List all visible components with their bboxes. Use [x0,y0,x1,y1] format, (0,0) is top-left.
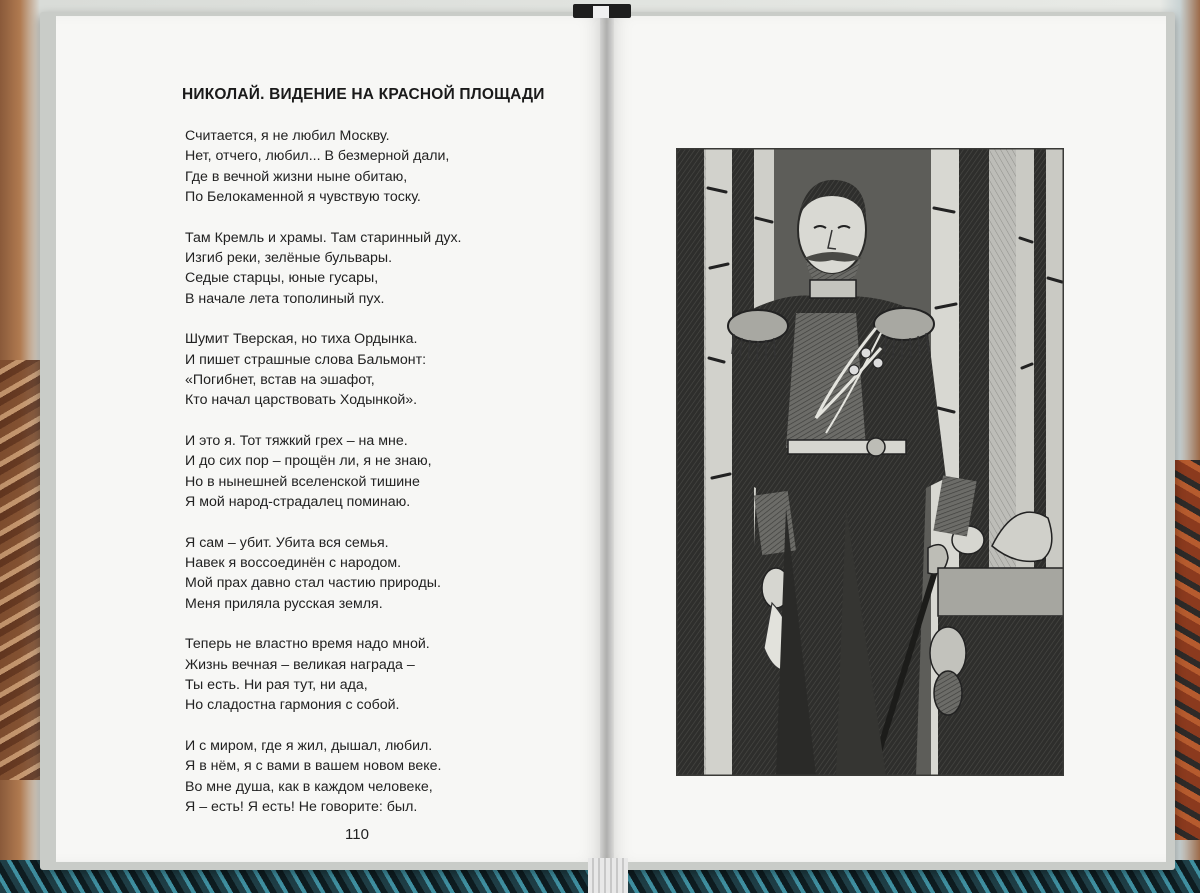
stanza [185,431,585,512]
poem-line: Где в вечной жизни ныне обитаю, [185,168,408,185]
stanza [185,228,585,309]
poem-line: Я мой народ-страдалец поминаю. [185,493,411,510]
poem-line: Но сладостна гармония с собой. [185,697,400,714]
poem-line: Мой прах давно стал частию природы. [185,575,441,592]
poem-line: Я в нём, я с вами в вашем новом веке. [185,758,442,775]
stanza [185,736,585,817]
poem-line: Жизнь вечная – великая награда – [185,656,415,673]
stanza [185,126,585,207]
stanza [185,634,585,715]
poem-line: И с миром, где я жил, дышал, любил. [185,738,433,755]
poem-line: И это я. Тот тяжкий грех – на мне. [185,433,408,450]
poem-line: И до сих пор – прощён ли, я не знаю, [185,453,432,470]
poem-line: Теперь не властно время надо мной. [185,636,430,653]
poem-line: И пишет страшные слова Бальмонт: [185,351,427,368]
poem-line: Во мне душа, как в каждом человеке, [185,778,433,795]
stanza [185,533,585,614]
poem-body [185,126,585,838]
poem-line: Там Кремль и храмы. Там старинный дух. [185,229,462,246]
poem-line: Я – есть! Я есть! Не говорите: был. [185,799,418,816]
poem-title: НИКОЛАЙ. ВИДЕНИЕ НА КРАСНОЙ ПЛОЩАДИ [182,86,545,103]
poem-line: Шумит Тверская, но тиха Ордынка. [185,331,418,348]
page-number: 110 [345,826,369,843]
poem-line: «Погибнет, встав на эшафот, [185,371,375,388]
poem-line: Я сам – убит. Убита вся семья. [185,534,389,551]
poem-line: Навек я воссоединён с народом. [185,555,402,572]
poem-line: В начале лета тополиный пух. [185,290,385,307]
poem-line: Меня приляла русская земля. [185,595,383,612]
poem-line: Считается, я не любил Москву. [185,128,390,144]
stanza [185,329,585,410]
portrait-sketch [676,148,1064,776]
poem-line: Изгиб реки, зелёные бульвары. [185,249,393,266]
poem-line: Ты есть. Ни рая тут, ни ада, [185,677,368,694]
bookmark-ribbon-top [573,4,631,18]
poem-line: Нет, отчего, любил... В безмерной дали, [185,148,450,165]
poem-line: По Белокаменной я чувствую тоску. [185,188,421,205]
portrait-illustration [676,148,1064,776]
poem-line: Седые старцы, юные гусары, [185,270,379,287]
poem-line: Но в нынешней вселенской тишине [185,473,420,490]
book-gutter [600,16,614,862]
poem-line: Кто начал царствовать Ходынкой». [185,392,418,409]
bookmark-ribbon-bottom [588,858,628,893]
